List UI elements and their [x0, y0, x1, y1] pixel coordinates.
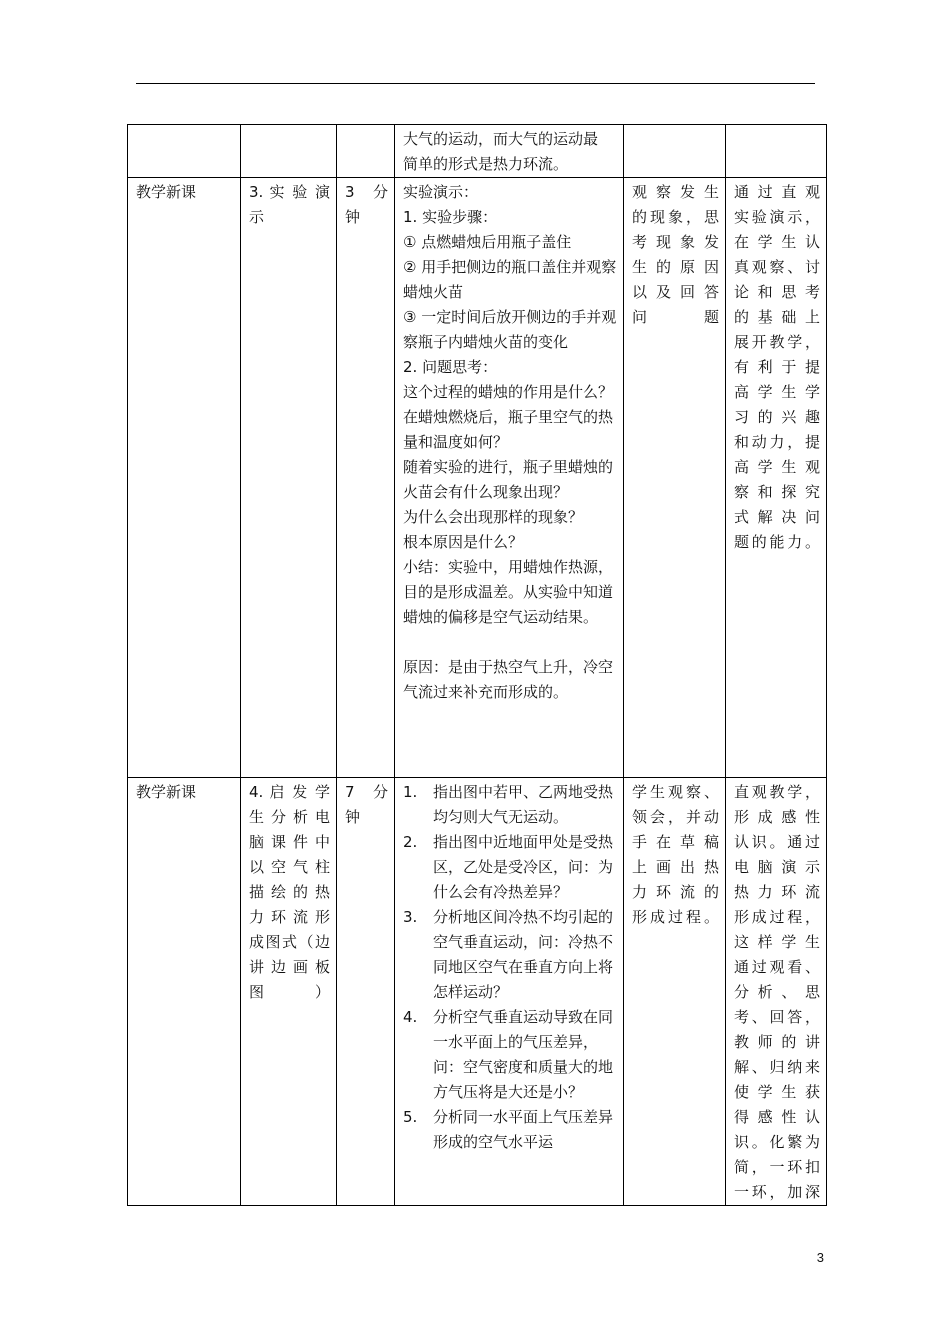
content-line: 1. 实验步骤：	[403, 208, 498, 226]
step-text: 指出图中近地面甲处是受热区，乙处是受冷区，问：为什么会有冷热差异？	[433, 833, 614, 901]
design-purpose-cell	[726, 125, 827, 178]
activity-cell	[241, 178, 337, 778]
design-purpose-cell	[726, 178, 827, 778]
analysis-steps-list	[403, 780, 617, 1155]
design-purpose-text: 直观教学，形 成 感 性 认识。通过 电 脑 演 示 热 力 环 流 形成过程，这 样 学 生 通过观看、分 析 、 思 考、回答，教 师 的 讲 解、归纳来 使 学 生 获 得 感 性 认 识。化繁为 简，一环扣 一环，加深	[734, 783, 820, 1201]
step-number: 1.	[403, 783, 418, 801]
time-cell	[337, 178, 395, 778]
time-cell	[337, 125, 395, 178]
list-item	[403, 905, 617, 1005]
table-row	[128, 778, 827, 1206]
header-rule	[136, 83, 815, 84]
step-number: 2.	[403, 833, 418, 851]
student-activity-cell	[624, 125, 726, 178]
step-number: 3.	[403, 908, 418, 926]
student-activity-cell	[624, 778, 726, 1206]
table-row	[128, 178, 827, 778]
list-item	[403, 780, 617, 830]
content-line: 小结：实验中，用蜡烛作热源，目的是形成温差。从实验中知道蜡烛的偏移是空气运动结果。	[403, 558, 614, 626]
content-line: 这个过程的蜡烛的作用是什么？	[403, 383, 614, 401]
page-number: 3	[816, 1250, 824, 1265]
content-line: 随着实验的进行，瓶子里蜡烛的火苗会有什么现象出现？	[403, 458, 614, 501]
stage-cell	[128, 125, 241, 178]
lesson-plan-table	[127, 124, 827, 1206]
content-line: 原因：是由于热空气上升，冷空气流过来补充而形成的。	[403, 658, 614, 701]
list-item	[403, 1005, 617, 1105]
design-purpose-text: 通 过 直 观 实验演示，在 学 生 认 真观察、讨 论 和 思 考 的 基 础 上 展开教学，有 利 于 提 高 学 生 学 习 的 兴 趣 和动力，提 高 学 生 观 察 和 探 究 式 解 决 问 题的能力。	[734, 183, 820, 551]
content-line: 为什么会出现那样的现象？	[403, 508, 584, 526]
content-cell	[395, 125, 624, 178]
activity-text: 3. 实 验 演 示	[249, 183, 330, 226]
time-text: 3 分 钟	[345, 183, 388, 226]
student-activity-cell	[624, 178, 726, 778]
content-line: ③ 一定时间后放开侧边的手并观察瓶子内蜡烛火苗的变化	[403, 308, 617, 351]
list-item	[403, 1105, 617, 1155]
step-number: 5.	[403, 1108, 418, 1126]
time-cell	[337, 778, 395, 1206]
step-text: 分析空气垂直运动导致在同一水平面上的气压差异，问：空气密度和质量大的地方气压将是大还是小？	[433, 1008, 614, 1101]
content-line: ② 用手把侧边的瓶口盖住并观察蜡烛火苗	[403, 258, 617, 301]
activity-text: 4. 启 发 学 生 分 析 电 脑 课 件 中 以 空 气 柱 描 绘 的 热 力 环 流 形 成图式（边 讲 边 画 板 图）	[249, 783, 330, 1001]
step-text: 指出图中若甲、乙两地受热均匀则大气无运动。	[433, 783, 614, 826]
stage-cell: 教学新课	[128, 778, 241, 1206]
content-cell	[395, 178, 624, 778]
content-line: 根本原因是什么？	[403, 533, 524, 551]
content-line: 在蜡烛燃烧后，瓶子里空气的热量和温度如何？	[403, 408, 614, 451]
design-purpose-cell	[726, 778, 827, 1206]
content-line: 2. 问题思考：	[403, 358, 498, 376]
content-line: ① 点燃蜡烛后用瓶子盖住	[403, 233, 572, 251]
time-text: 7 分 钟	[345, 783, 388, 826]
content-line: 大气的运动，而大气的运动最	[403, 130, 599, 148]
stage-cell: 教学新课	[128, 178, 241, 778]
step-text: 分析同一水平面上气压差异形成的空气水平运	[433, 1108, 614, 1151]
table-row	[128, 125, 827, 178]
content-line: 简单的形式是热力环流。	[403, 155, 569, 173]
blank-line	[403, 630, 617, 655]
content-line: 实验演示：	[403, 183, 479, 201]
activity-cell	[241, 125, 337, 178]
activity-cell	[241, 778, 337, 1206]
student-activity-text: 观 察 发 生 的现象，思 考 现 象 发 生 的 原 因 以 及 回 答 问题	[632, 183, 719, 326]
list-item	[403, 830, 617, 905]
step-text: 分析地区间冷热不均引起的空气垂直运动，问：冷热不同地区空气在垂直方向上将怎样运动？	[433, 908, 614, 1001]
step-number: 4.	[403, 1008, 418, 1026]
content-cell	[395, 778, 624, 1206]
student-activity-text: 学生观察、领会，并动 手 在 草 稿 上 画 出 热 力 环 流 的 形成过程。	[632, 783, 719, 926]
